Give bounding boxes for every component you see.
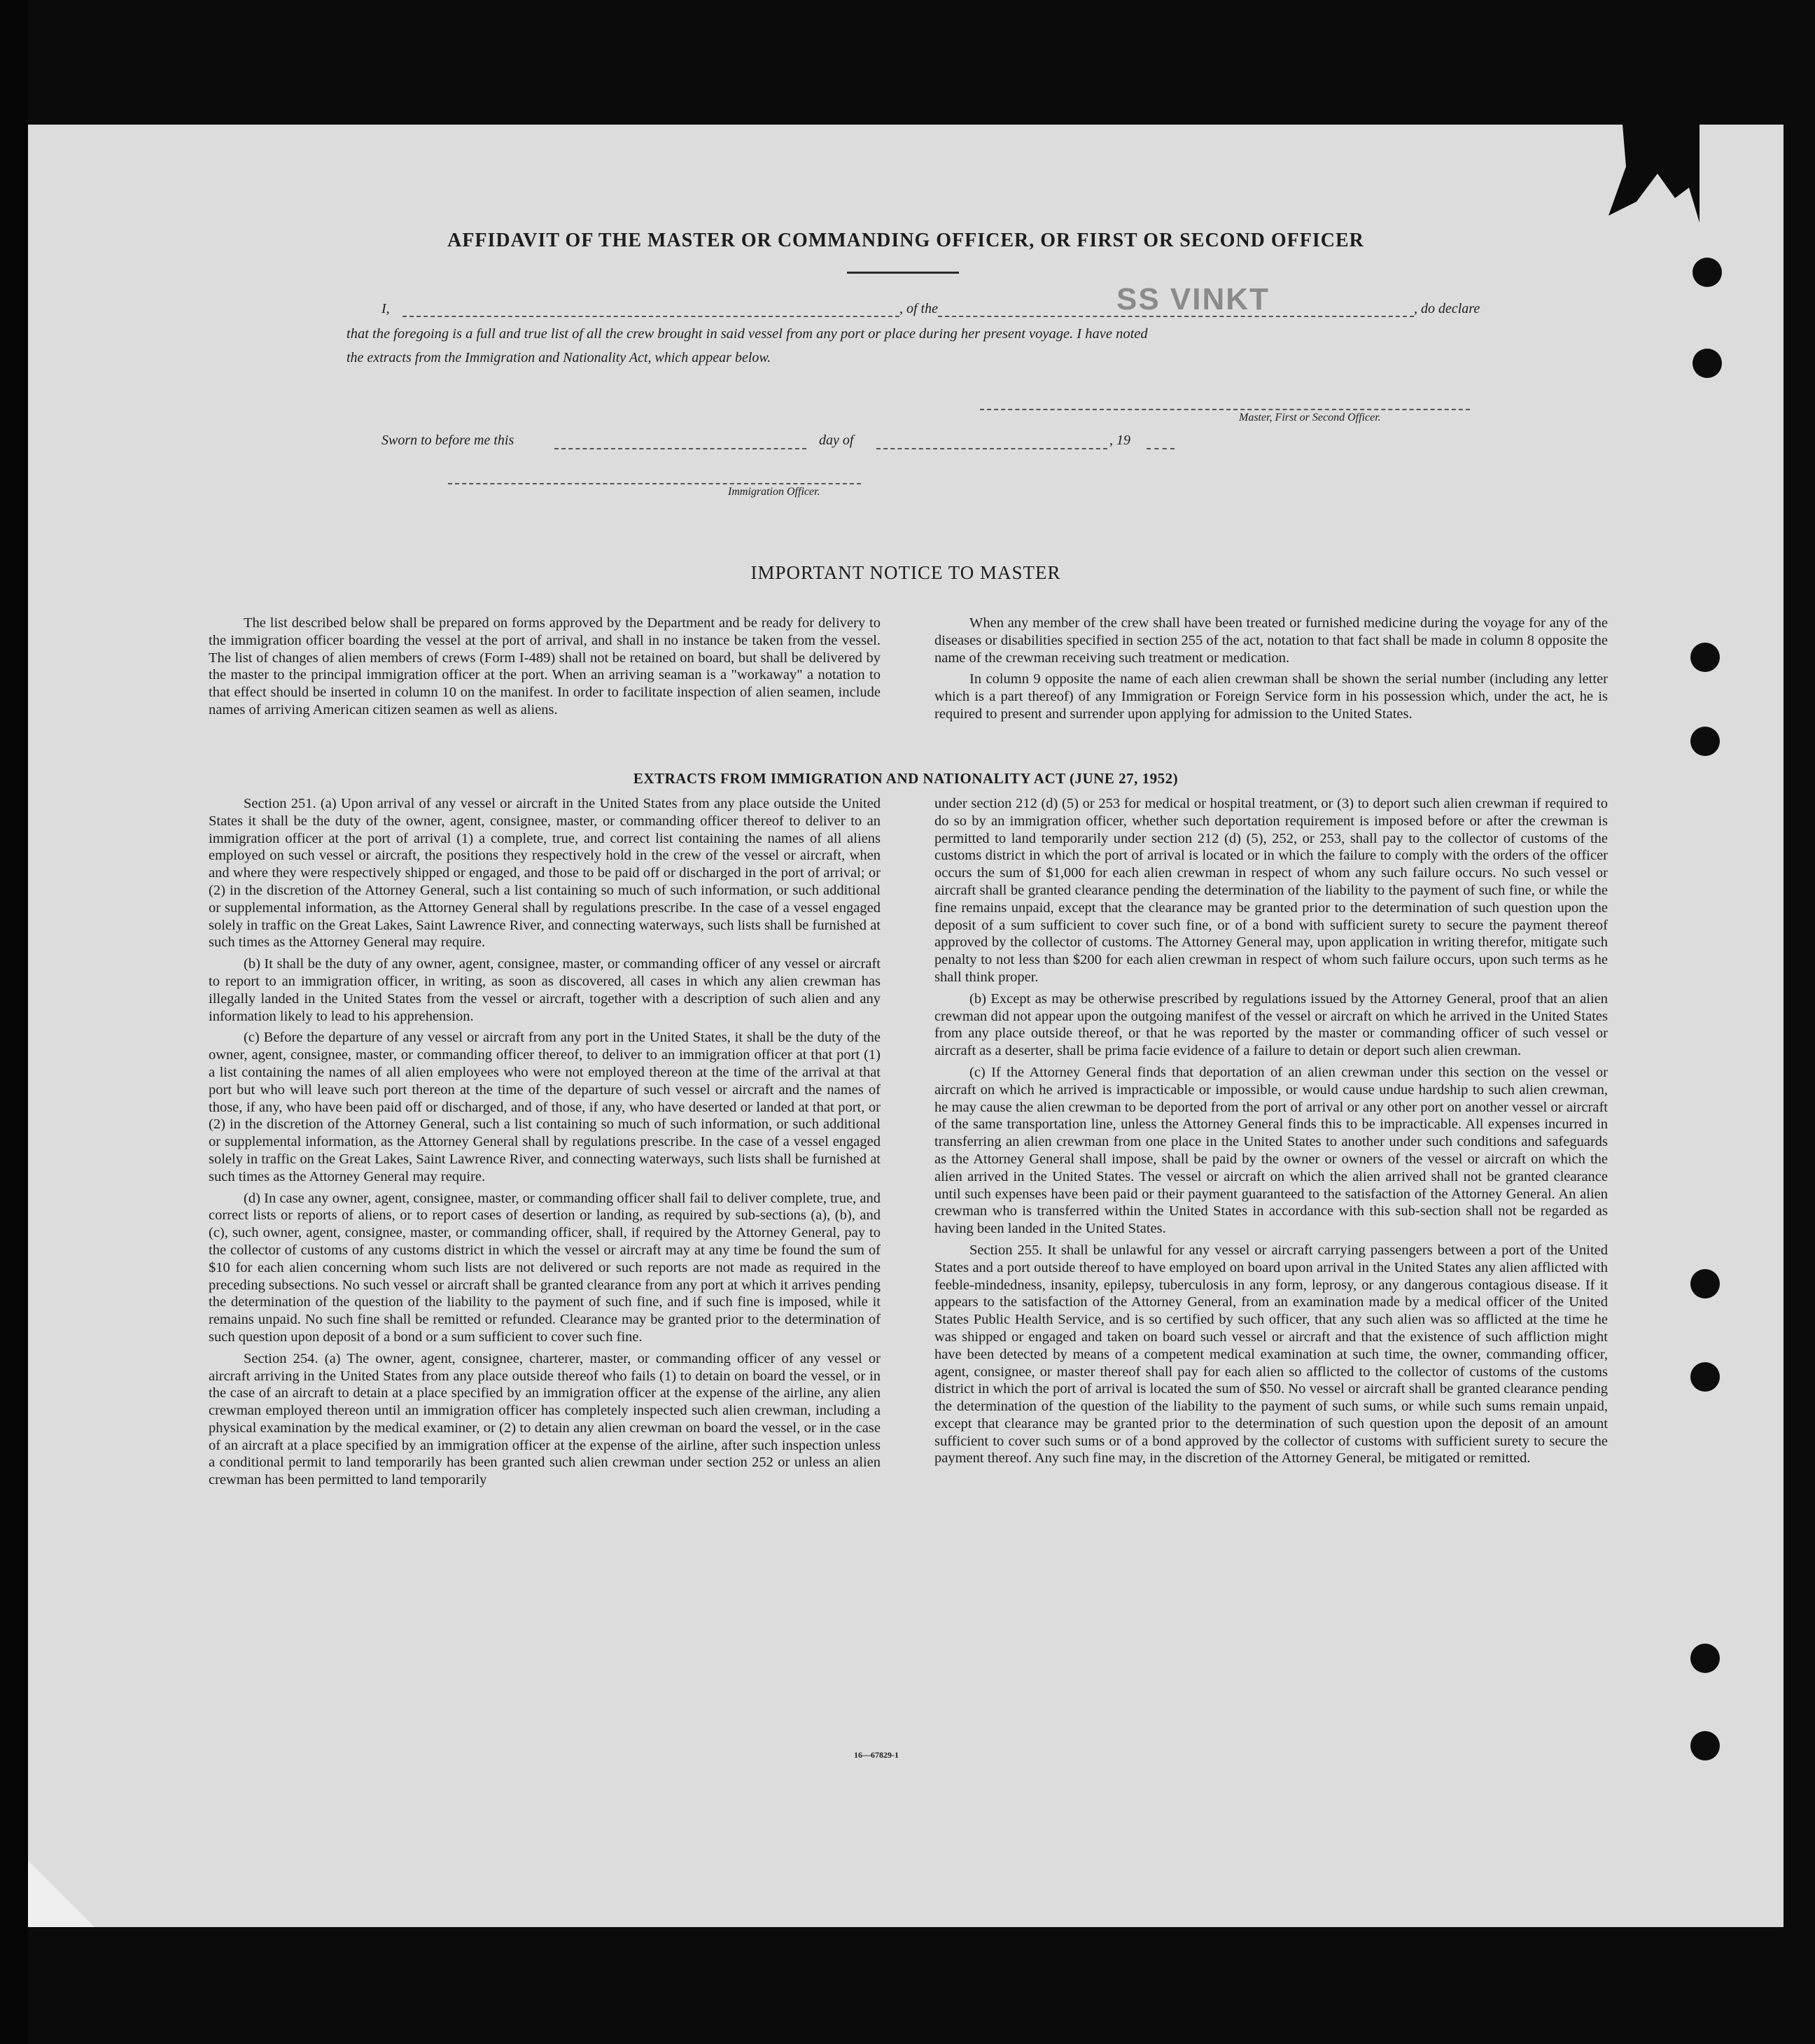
- folded-corner: [28, 1861, 94, 1927]
- punch-hole: [1690, 1362, 1720, 1392]
- document-page: [28, 125, 1784, 1927]
- notice-right-column: [934, 615, 1608, 727]
- sworn-label: Sworn to before me this: [381, 433, 514, 448]
- extracts-title: EXTRACTS FROM IMMIGRATION AND NATIONALITY ACT (JUNE 27, 1952): [633, 770, 1179, 787]
- notice-right-paragraph-2: In column 9 opposite the name of each alien crewman shall be shown the serial number (including any letter which is a part thereof) of any Immigration or Foreign Service form in his possession which, under the act, he is required to present and surrender upon applying for admission to the United States.: [934, 671, 1608, 722]
- vessel-name-stamp: SS VINKT: [1116, 282, 1270, 316]
- section-251a: Section 251. (a) Upon arrival of any vessel or aircraft in the United States from any place outside the United States it shall be the duty of the owner, agent, consignee, master, or commanding officer thereof to deliver to an immigration officer at the port of arrival (1) a complete, true, and correct list containing the names of all aliens employed on such vessel or aircraft, the positions they respectively hold in the crew of the vessel or aircraft, when and where they were respectively shipped or engaged, and those to be paid off or discharged in the port of arrival; or (2) in the discretion of the Attorney General, such a list containing so much of such information, or such additional or supplemental information, as the Attorney General shall by regulations prescribe. In the case of a vessel engaged solely in traffic on the Great Lakes, Saint Lawrence River, and connecting waterways, such lists shall be furnished at such times as the Attorney General may require.: [209, 796, 881, 951]
- form-code: 16—67829-1: [854, 1750, 899, 1760]
- punch-hole: [1690, 1269, 1720, 1298]
- extracts-left-column: [209, 795, 881, 1493]
- section-255: Section 255. It shall be unlawful for any vessel or aircraft carrying passengers between a port of the United States and a port outside thereof to have employed on board upon arrival in the United States any alien afflicted with feeble-mindedness, insanity, epilepsy, tuberculosis in any form, leprosy, or any dangerous contagious disease. If it appears to the satisfaction of the Attorney General, from an examination made by a medical officer of the United States Public Health Service, and is so certified by such officer, that any such alien was so afflicted at the time he was shipped or engaged and taken on board such vessel or aircraft and that the existence of such affliction might have been detected by means of a competent medical examination at such time, the owner, commanding officer, agent, consignee, or master thereof shall pay for each alien so afflicted to the collector of customs of the customs district in which the port of arrival is located the sum of $50. No vessel or aircraft shall be granted clearance pending the determination of the question of the liability to the payment of such sums, or while such sums remain unpaid, except that clearance may be granted prior to the determination of such question upon the deposit of an amount sufficient to cover such sums or of a bond approved by the collector of customs with sufficient surety to secure the payment thereof. Any such fine may, in the discretion of the Attorney General, be mitigated or remitted.: [934, 1242, 1608, 1466]
- of-the-label: , of the: [899, 301, 938, 316]
- day-of-label: day of: [819, 433, 854, 448]
- declaration-line-2: the extracts from the Immigration and Nationality Act, which appear below.: [346, 350, 771, 365]
- sworn-month-blank: [876, 448, 1107, 449]
- punch-hole: [1693, 349, 1722, 378]
- punch-hole: [1693, 258, 1722, 287]
- punch-hole: [1690, 727, 1720, 756]
- extracts-right-column: [934, 795, 1608, 1471]
- declaration-line-1: that the foregoing is a full and true list of all the crew brought in said vessel from any port or place during her present voyage. I have noted: [346, 326, 1148, 342]
- title-rule: [847, 272, 959, 274]
- section-254b: (b) Except as may be otherwise prescribed by regulations issued by the Attorney General, proof that an alien crewman did not appear upon the outgoing manifest of the vessel or aircraft on which he arrived in the United States from any place outside thereof, or that he was reported by the master or commanding officer of such vessel or aircraft as a deserter, shall be prima facie evidence of a failure to detain or deport such alien crewman.: [934, 990, 1608, 1059]
- scan-border: [0, 0, 28, 2044]
- punch-hole: [1690, 1731, 1720, 1760]
- section-254a-continued: under section 212 (d) (5) or 253 for medical or hospital treatment, or (3) to deport such alien crewman if required to do so by an immigration officer, whether such deportation requirement is imposed before or after the crewman is permitted to land temporarily under section 212 (d) (5), 252, or 253, shall pay to the collector of customs of the customs district in which the port of arrival is located or in which the failure to comply with the orders of the officer occurs the sum of $1,000 for each alien crewman in respect of whom any such failure occurs. No such vessel or aircraft shall be granted clearance pending the determination of the liability to the payment of such fine, or while the fine remains unpaid, except that the clearance may be granted prior to the determination of such question upon the deposit of a sum sufficient to cover such fine, or of a bond with sufficient surety to secure the payment thereof approved by the collector of customs. The Attorney General may, upon application in writing therefor, mitigate such penalty to not less than $200 for each alien crewman in respect of whom such failure occurs, upon such terms as he shall think proper.: [934, 796, 1608, 985]
- sworn-day-blank: [554, 448, 806, 449]
- torn-corner-shape: [1539, 125, 1700, 223]
- immigration-officer-label: Immigration Officer.: [728, 486, 820, 498]
- master-label: Master, First or Second Officer.: [1239, 412, 1381, 424]
- year-blank: [1147, 448, 1175, 449]
- name-blank: [402, 316, 899, 317]
- do-declare-label: , do declare: [1414, 301, 1480, 316]
- section-251d: (d) In case any owner, agent, consignee, master, or commanding officer shall fail to deliver complete, true, and correct lists or reports of aliens, or to report cases of desertion or landing, as required by sub-sections (a), (b), and (c), such owner, agent, consignee, master, or commanding officer, shall, if required by the Attorney General, pay to the collector of customs of any customs district in which the vessel or aircraft may at any time be found the sum of $10 for each alien concerning whom such lists are not delivered or such reports are not made as required in the preceding subsections. No such vessel or aircraft shall be granted clearance from any port at which it arrives pending the determination of the question of the liability to the payment of such fine, and if such fine is imposed, while it remains unpaid. No such fine shall be remitted or refunded. Clearance may be granted prior to the determination of such question upon deposit of a bond or a sum sufficient to cover such fine.: [209, 1190, 881, 1345]
- i-label: I,: [381, 301, 390, 316]
- section-251b: (b) It shall be the duty of any owner, agent, consignee, master, or commanding officer of any vessel or aircraft to report to an immigration officer, in writing, as soon as discovered, all cases in which any alien crewman has illegally landed in the United States from the vessel or aircraft, together with a description of such alien and any information likely to lead to his apprehension.: [209, 956, 881, 1024]
- punch-hole: [1690, 1644, 1720, 1673]
- officer-signature-line: [448, 483, 861, 484]
- section-251c: (c) Before the departure of any vessel or aircraft from any port in the United States, it shall be the duty of the owner, agent, consignee, master, or commanding officer thereof, to deliver to an immigration officer at that port (1) a list containing the names of all alien employees who were not employed thereon at the time of the arrival at that port but who will leave such port thereon at the time of the departure of such vessel or aircraft and the names of those, if any, who have been paid off or discharged, and of those, if any, who have deserted or landed at that port, or (2) in the discretion of the Attorney General, such a list containing so much of such information, or such additional or supplemental information, as the Attorney General shall by regulations prescribe. In the case of a vessel engaged solely in traffic on the Great Lakes, Saint Lawrence River, and connecting waterways, such lists shall be furnished at such times as the Attorney General may require.: [209, 1030, 881, 1184]
- notice-title: IMPORTANT NOTICE TO MASTER: [750, 562, 1061, 583]
- section-254a: Section 254. (a) The owner, agent, consignee, charterer, master, or commanding officer of any vessel or aircraft arriving in the United States from any place outside thereof who fails (1) to detain on board the vessel, or in the case of an aircraft to detain at a place specified by an immigration officer at the expense of the airline, any alien crewman employed thereon until an immigration officer has completely inspected such alien crewman, including a physical examination by the medical examiner, or (2) to detain any alien crewman on board the vessel, or in the case of an aircraft at a place specified by an immigration officer at the expense of the airline, after such inspection unless a conditional permit to land temporarily has been granted such alien crewman under section 252 or unless an alien crewman has been permitted to land temporarily: [209, 1350, 881, 1488]
- master-signature-line: [980, 409, 1470, 410]
- notice-right-paragraph-1: When any member of the crew shall have been treated or furnished medicine during the voyage for any of the diseases or disabilities specified in section 255 of the act, notation to that fact shall be made in column 8 opposite the name of the crewman receiving such treatment or medication.: [934, 615, 1608, 666]
- year-label: , 19: [1109, 433, 1130, 448]
- notice-left-column: [209, 615, 881, 723]
- notice-left-paragraph: The list described below shall be prepared on forms approved by the Department and be ready for delivery to the immigration officer boarding the vessel at the port of arrival, and shall in no instance be taken from the vessel. The list of changes of alien members of crews (Form I-489) shall not be retained on board, but shall be delivered by the master to the principal immigration officer at the port. When an arriving seaman is a "workaway" a notation to that effect should be inserted in column 10 on the manifest. In order to facilitate inspection of alien seamen, include names of arriving American citizen seamen as well as aliens.: [209, 615, 881, 718]
- punch-hole: [1690, 643, 1720, 672]
- affidavit-title: AFFIDAVIT OF THE MASTER OR COMMANDING OFFICER, OR FIRST OR SECOND OFFICER: [447, 230, 1364, 251]
- section-254c: (c) If the Attorney General finds that deportation of an alien crewman under this section on the vessel or aircraft on which he arrived is impracticable or impossible, or would cause undue hardship to such alien crewman, he may cause the alien crewman to be deported from the port of arrival or any other port on another vessel or aircraft of the same transportation line, unless the Attorney General finds this to be impracticable. All expenses incurred in transferring an alien crewman from one place in the United States to another under such conditions and safeguards as the Attorney General shall impose, shall be paid by the owner or owners of the vessel or aircraft on which the alien arrived in the United States. The vessel or aircraft on which the alien arrived shall not be granted clearance until such expenses have been paid or their payment guaranteed to the satisfaction of the Attorney General. An alien crewman who is transferred within the United States in accordance with this sub-section shall not be regarded as having been landed in the United States.: [934, 1064, 1608, 1237]
